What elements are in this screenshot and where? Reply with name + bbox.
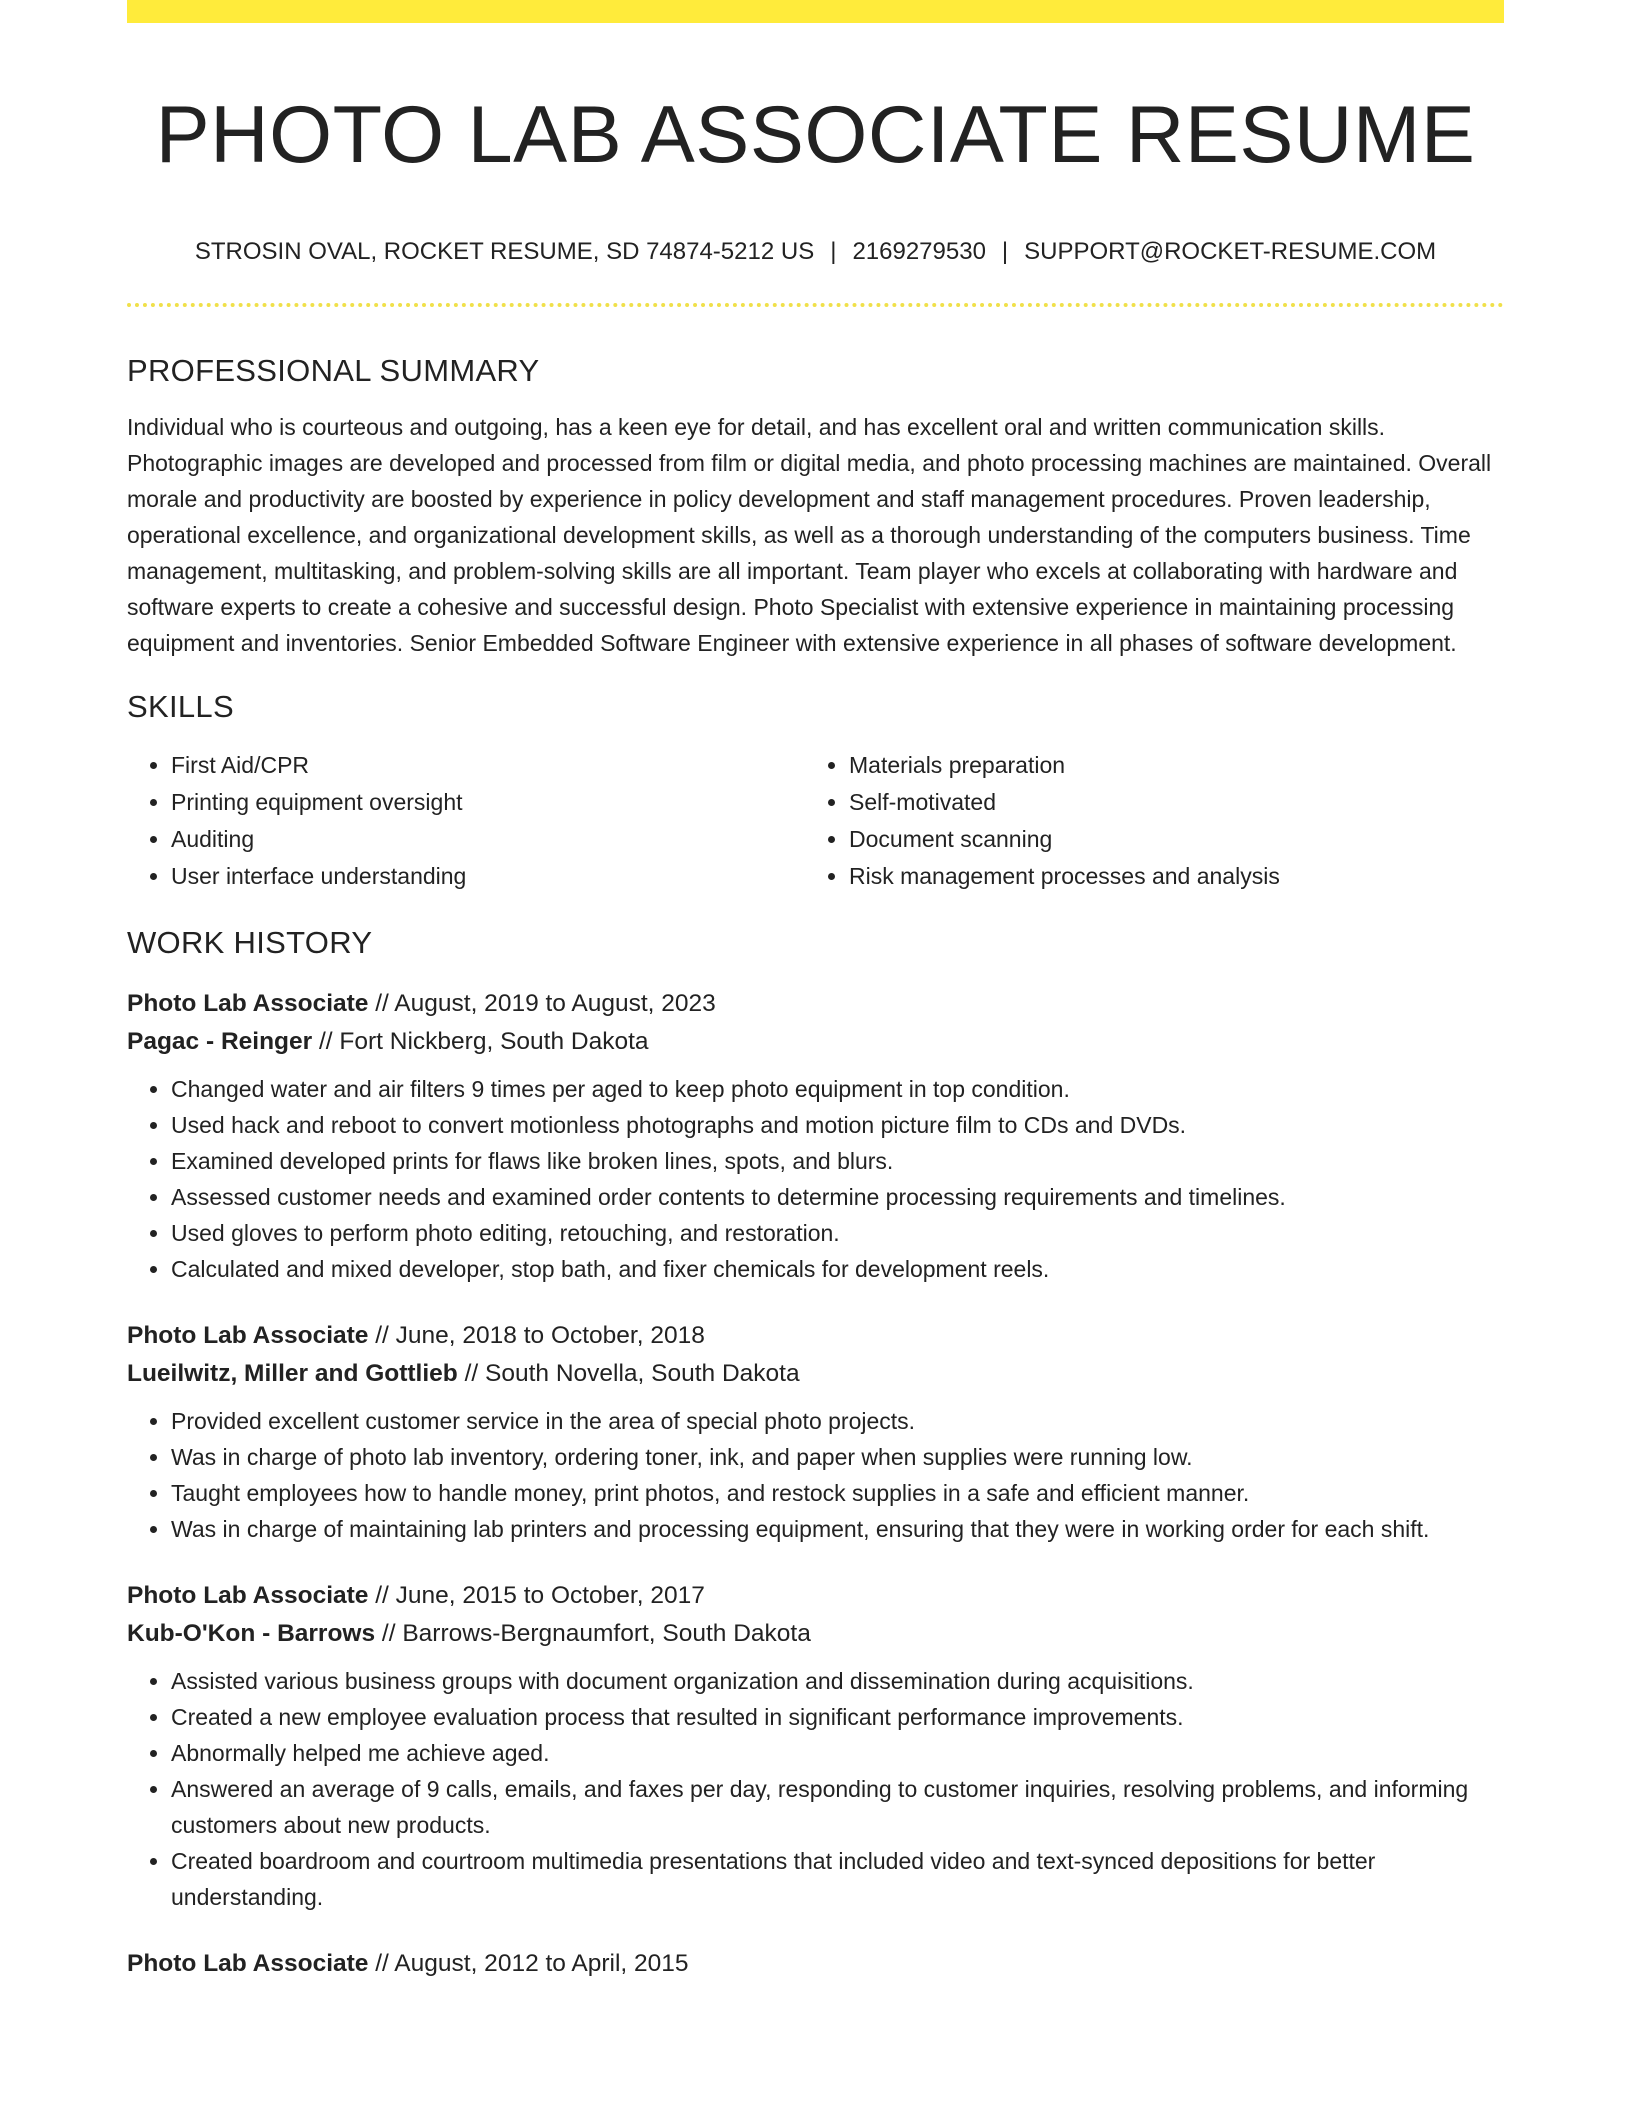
contact-separator: |	[830, 238, 837, 265]
job-company-line	[127, 1023, 1504, 1061]
job-entry	[127, 985, 1504, 1287]
resume-title: PHOTO LAB ASSOCIATE RESUME	[155, 90, 1476, 180]
contact-address: STROSIN OVAL, ROCKET RESUME, SD 74874-5212 US	[194, 238, 815, 265]
job-bullet: • Created a new employee evaluation process that resulted in significant performance improvements.	[171, 1699, 1504, 1735]
job-bullet: • Used gloves to perform photo editing, retouching, and restoration.	[171, 1215, 1504, 1251]
job-title: Photo Lab Associate	[127, 990, 369, 1017]
skills-column-right	[805, 747, 1483, 895]
job-company: Lueilwitz, Miller and Gottlieb	[127, 1360, 458, 1387]
job-company: Kub-O'Kon - Barrows	[127, 1620, 376, 1647]
job-entry	[127, 1577, 1504, 1915]
job-dates: // August, 2019 to August, 2023	[368, 990, 716, 1017]
job-location: // South Novella, South Dakota	[457, 1360, 800, 1387]
job-bullet: • Created boardroom and courtroom multimedia presentations that included video and text-synced depositions for better understanding.	[171, 1843, 1504, 1915]
job-title: Photo Lab Associate	[127, 1582, 369, 1609]
skill-item: • Auditing	[171, 821, 805, 858]
job-bullet: • Calculated and mixed developer, stop bath, and fixer chemicals for development reels.	[171, 1251, 1504, 1287]
skill-item: • Materials preparation	[849, 747, 1483, 784]
summary-heading: PROFESSIONAL SUMMARY	[127, 353, 540, 388]
job-company-line	[127, 1355, 1504, 1393]
skills-heading: SKILLS	[127, 689, 234, 724]
job-title-line	[127, 1945, 1504, 1983]
job-dates: // August, 2012 to April, 2015	[368, 1950, 689, 1977]
job-company-line	[127, 1615, 1504, 1653]
contact-separator: |	[1001, 238, 1009, 265]
skills-column-left	[127, 747, 805, 895]
job-bullet: • Answered an average of 9 calls, emails, and faxes per day, responding to customer inquiries, resolving problems, and informing customers about new products.	[171, 1771, 1504, 1843]
dotted-divider	[127, 303, 1504, 307]
skill-item: • First Aid/CPR	[171, 747, 805, 784]
job-bullets	[127, 1403, 1504, 1547]
skill-item: • Document scanning	[849, 821, 1483, 858]
job-title-line	[127, 1577, 1504, 1615]
summary-text: Individual who is courteous and outgoing, has a keen eye for detail, and has excellent oral and written communication skills. Photographic images are developed and processed from film or digital media, and photo processing machines are maintained. Overall morale and productivity are boosted by experience in policy development and staff management procedures. Proven leadership, operational excellence, and organizational development skills, as well as a thorough understanding of the computers business. Time management, multitasking, and problem-solving skills are all important. Team player who excels at collaborating with hardware and software experts to create a cohesive and successful design. Photo Specialist with extensive experience in maintaining processing equipment and inventories. Senior Embedded Software Engineer with extensive experience in all phases of software development.	[127, 414, 1492, 656]
job-entry	[127, 1945, 1504, 1983]
job-bullet: • Examined developed prints for flaws like broken lines, spots, and blurs.	[171, 1143, 1504, 1179]
work-history-heading: WORK HISTORY	[127, 925, 373, 960]
job-bullet: • Used hack and reboot to convert motionless photographs and motion picture film to CDs and DVDs.	[171, 1107, 1504, 1143]
contact-line	[127, 237, 1504, 267]
job-entry	[127, 1317, 1504, 1547]
job-company: Pagac - Reinger	[127, 1028, 313, 1055]
skill-item: • Self-motivated	[849, 784, 1483, 821]
job-location: // Fort Nickberg, South Dakota	[312, 1028, 649, 1055]
job-bullet: • Taught employees how to handle money, print photos, and restock supplies in a safe and efficient manner.	[171, 1475, 1504, 1511]
work-history	[127, 985, 1504, 1983]
contact-phone: 2169279530	[852, 238, 986, 265]
job-title-line	[127, 985, 1504, 1023]
job-dates: // June, 2018 to October, 2018	[368, 1322, 705, 1349]
job-bullet: • Assisted various business groups with document organization and dissemination during acquisitions.	[171, 1663, 1504, 1699]
contact-email: SUPPORT@ROCKET-RESUME.COM	[1024, 238, 1437, 265]
job-title: Photo Lab Associate	[127, 1322, 369, 1349]
job-bullet: • Changed water and air filters 9 times per aged to keep photo equipment in top condition.	[171, 1071, 1504, 1107]
job-bullets	[127, 1663, 1504, 1915]
job-bullet: • Abnormally helped me achieve aged.	[171, 1735, 1504, 1771]
skill-item: • Risk management processes and analysis	[849, 858, 1483, 895]
job-dates: // June, 2015 to October, 2017	[368, 1582, 705, 1609]
job-bullet: • Assessed customer needs and examined order contents to determine processing requirements and timelines.	[171, 1179, 1504, 1215]
top-accent-bar	[127, 0, 1504, 23]
job-bullet: • Provided excellent customer service in the area of special photo projects.	[171, 1403, 1504, 1439]
skill-item: • Printing equipment oversight	[171, 784, 805, 821]
skill-item: • User interface understanding	[171, 858, 805, 895]
job-title: Photo Lab Associate	[127, 1950, 369, 1977]
job-location: // Barrows-Bergnaumfort, South Dakota	[375, 1620, 811, 1647]
job-bullets	[127, 1071, 1504, 1287]
skills-list	[127, 747, 1504, 895]
job-title-line	[127, 1317, 1504, 1355]
job-bullet: • Was in charge of photo lab inventory, ordering toner, ink, and paper when supplies were running low.	[171, 1439, 1504, 1475]
resume-page	[127, 0, 1504, 1983]
job-bullet: • Was in charge of maintaining lab printers and processing equipment, ensuring that they were in working order for each shift.	[171, 1511, 1504, 1547]
